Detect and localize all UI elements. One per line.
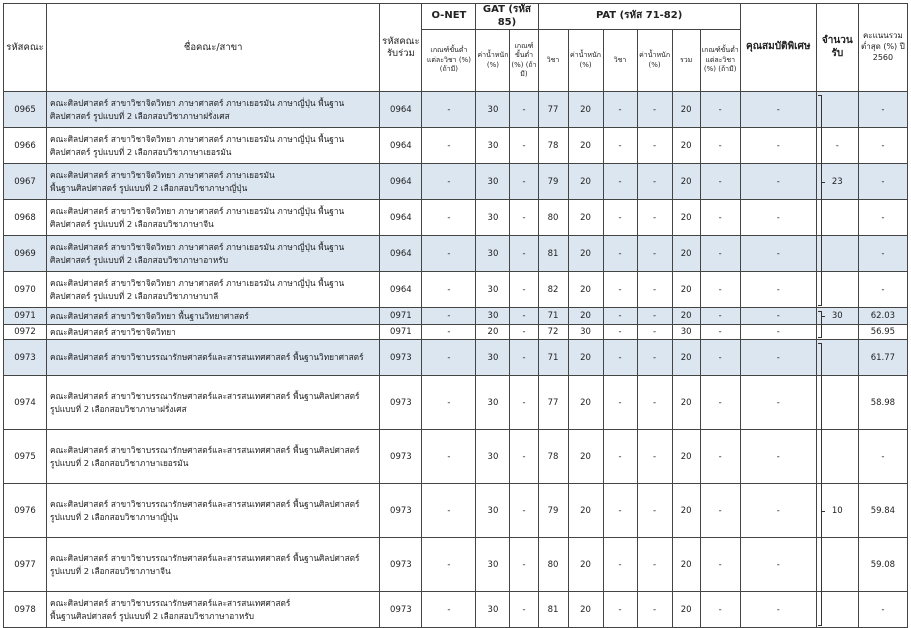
pat-subject1-cell: 82	[538, 272, 568, 308]
admission-cell: 0973	[380, 340, 422, 376]
gat-weight-cell: 30	[476, 484, 510, 538]
code-cell: 0974	[4, 376, 47, 430]
admission-cell: 0973	[380, 592, 422, 628]
pat-total-cell: 20	[672, 538, 700, 592]
faculty-name-line: คณะศิลปศาสตร์ สาขาวิชาบรรณารักษศาสตร์และสารสนเทศศาสตร์ พื้นฐานศิลปศาสตร์	[50, 445, 360, 456]
pat-weight2-cell: -	[637, 325, 672, 340]
min-score-cell: -	[858, 236, 907, 272]
special-cell: -	[740, 484, 816, 538]
table-row	[4, 325, 908, 340]
header-gat-min: เกณฑ์ขั้นต่ำ (%) (ถ้ามี)	[510, 30, 538, 92]
group-bracket	[821, 95, 822, 305]
gat-min-cell: -	[510, 308, 538, 325]
pat-weight1-cell: 20	[568, 340, 603, 376]
pat-weight2-cell: -	[637, 484, 672, 538]
pat-weight1-cell: 20	[568, 236, 603, 272]
pat-total-cell: 20	[672, 484, 700, 538]
group-bracket	[821, 343, 822, 625]
admission-cell: 0973	[380, 430, 422, 484]
code-cell: 0975	[4, 430, 47, 484]
faculty-name-cell	[47, 272, 380, 308]
code-cell: 0972	[4, 325, 47, 340]
pat-weight1-cell: 20	[568, 308, 603, 325]
code-cell: 0973	[4, 340, 47, 376]
header-pat-total: รวม	[672, 30, 700, 92]
header-pat-weight-1: ค่าน้ำหนัก (%)	[568, 30, 603, 92]
faculty-name-cell	[47, 538, 380, 592]
gat-weight-cell: 20	[476, 325, 510, 340]
min-score-cell: 56.95	[858, 325, 907, 340]
pat-subject1-cell: 80	[538, 200, 568, 236]
pat-weight1-cell: 20	[568, 92, 603, 128]
admission-cell: 0964	[380, 164, 422, 200]
admission-cell: 0973	[380, 376, 422, 430]
code-cell: 0969	[4, 236, 47, 272]
min-score-cell: -	[858, 272, 907, 308]
special-cell: -	[740, 325, 816, 340]
pat-weight2-cell: -	[637, 92, 672, 128]
pat-total-cell: 20	[672, 308, 700, 325]
pat-subject1-cell: 72	[538, 325, 568, 340]
gat-min-cell: -	[510, 538, 538, 592]
pat-weight2-cell: -	[637, 592, 672, 628]
pat-min-cell: -	[700, 430, 740, 484]
pat-weight1-cell: 20	[568, 538, 603, 592]
faculty-name-line: คณะศิลปศาสตร์ สาขาวิชาจิตวิทยา ภาษาศาสตร์ ภาษาเยอรมัน ภาษาญี่ปุ่น พื้นฐาน	[50, 98, 345, 109]
pat-weight2-cell: -	[637, 340, 672, 376]
pat-weight2-cell: -	[637, 430, 672, 484]
code-cell: 0965	[4, 92, 47, 128]
gat-min-cell: -	[510, 340, 538, 376]
pat-total-cell: 20	[672, 236, 700, 272]
pat-subject2-cell: -	[603, 325, 637, 340]
code-cell: 0967	[4, 164, 47, 200]
pat-total-cell: 20	[672, 340, 700, 376]
faculty-name-cell	[47, 325, 380, 340]
gat-min-cell: -	[510, 325, 538, 340]
gat-weight-cell: 30	[476, 592, 510, 628]
header-faculty-code: รหัสคณะ	[4, 4, 47, 92]
pat-weight1-cell: 30	[568, 325, 603, 340]
pat-total-cell: 20	[672, 200, 700, 236]
gat-weight-cell: 30	[476, 376, 510, 430]
faculty-name-line: ศิลปศาสตร์ รูปแบบที่ 2 เลือกสอบวิชาภาษาบาลี	[50, 290, 219, 301]
code-cell: 0970	[4, 272, 47, 308]
pat-weight1-cell: 20	[568, 200, 603, 236]
faculty-name-line: ศิลปศาสตร์ รูปแบบที่ 2 เลือกสอบวิชาภาษาอาหรับ	[50, 254, 229, 265]
pat-subject1-cell: 79	[538, 164, 568, 200]
code-cell: 0977	[4, 538, 47, 592]
table-row	[4, 376, 908, 430]
onet-min-cell: -	[422, 340, 476, 376]
faculty-name-line: คณะศิลปศาสตร์ สาขาวิชาบรรณารักษศาสตร์และสารสนเทศศาสตร์ พื้นฐานศิลปศาสตร์	[50, 499, 360, 510]
table-row	[4, 92, 908, 128]
header-faculty-name: ชื่อคณะ/สาขา	[47, 4, 380, 92]
header-capacity: จำนวนรับ	[816, 4, 858, 92]
admission-cell: 0971	[380, 325, 422, 340]
special-cell: -	[740, 236, 816, 272]
capacity-cell: -	[816, 128, 858, 164]
gat-min-cell: -	[510, 592, 538, 628]
min-score-cell: 58.98	[858, 376, 907, 430]
special-cell: -	[740, 164, 816, 200]
faculty-name-line: คณะศิลปศาสตร์ สาขาวิชาบรรณารักษศาสตร์และสารสนเทศศาสตร์ พื้นฐานวิทยาศาสตร์	[50, 352, 364, 363]
admission-table	[3, 3, 908, 628]
onet-min-cell: -	[422, 538, 476, 592]
pat-weight2-cell: -	[637, 164, 672, 200]
pat-min-cell: -	[700, 236, 740, 272]
faculty-name-line: รูปแบบที่ 2 เลือกสอบวิชาภาษาญี่ปุ่น	[50, 511, 179, 522]
pat-total-cell: 20	[672, 592, 700, 628]
table-row	[4, 340, 908, 376]
gat-min-cell: -	[510, 376, 538, 430]
header-gat-weight: ค่าน้ำหนัก (%)	[476, 30, 510, 92]
pat-subject1-cell: 71	[538, 308, 568, 325]
min-score-cell: -	[858, 128, 907, 164]
pat-subject2-cell: -	[603, 538, 637, 592]
pat-weight1-cell: 20	[568, 484, 603, 538]
group-bracket	[821, 182, 825, 183]
header-pat-subject-2: วิชา	[603, 30, 637, 92]
gat-weight-cell: 30	[476, 92, 510, 128]
pat-subject1-cell: 77	[538, 92, 568, 128]
pat-min-cell: -	[700, 92, 740, 128]
faculty-name-cell	[47, 376, 380, 430]
capacity-cell	[816, 376, 858, 430]
pat-weight2-cell: -	[637, 200, 672, 236]
capacity-cell: 30	[816, 308, 858, 325]
group-bracket	[821, 511, 825, 512]
header-pat-weight-2: ค่าน้ำหนัก (%)	[637, 30, 672, 92]
admission-cell: 0971	[380, 308, 422, 325]
pat-subject1-cell: 71	[538, 340, 568, 376]
pat-subject1-cell: 78	[538, 430, 568, 484]
table-row	[4, 592, 908, 628]
pat-min-cell: -	[700, 164, 740, 200]
table-row	[4, 430, 908, 484]
onet-min-cell: -	[422, 376, 476, 430]
pat-subject1-cell: 77	[538, 376, 568, 430]
faculty-name-line: คณะศิลปศาสตร์ สาขาวิชาจิตวิทยา ภาษาศาสตร์ ภาษาเยอรมัน ภาษาญี่ปุ่น พื้นฐาน	[50, 242, 345, 253]
pat-weight2-cell: -	[637, 236, 672, 272]
min-score-cell: 62.03	[858, 308, 907, 325]
onet-min-cell: -	[422, 272, 476, 308]
onet-min-cell: -	[422, 430, 476, 484]
faculty-name-line: ศิลปศาสตร์ รูปแบบที่ 2 เลือกสอบวิชาภาษาเยอรมัน	[50, 146, 232, 157]
min-score-cell: -	[858, 200, 907, 236]
gat-min-cell: -	[510, 164, 538, 200]
min-score-cell: -	[858, 92, 907, 128]
faculty-name-cell	[47, 430, 380, 484]
pat-subject2-cell: -	[603, 92, 637, 128]
table-row	[4, 236, 908, 272]
pat-weight1-cell: 20	[568, 128, 603, 164]
group-bracket	[821, 311, 822, 337]
pat-total-cell: 20	[672, 128, 700, 164]
pat-subject2-cell: -	[603, 340, 637, 376]
table-row	[4, 272, 908, 308]
table-row	[4, 538, 908, 592]
pat-subject2-cell: -	[603, 236, 637, 272]
pat-min-cell: -	[700, 340, 740, 376]
gat-weight-cell: 30	[476, 200, 510, 236]
group-bracket	[818, 305, 822, 306]
special-cell: -	[740, 592, 816, 628]
gat-weight-cell: 30	[476, 164, 510, 200]
special-cell: -	[740, 272, 816, 308]
pat-weight1-cell: 20	[568, 164, 603, 200]
pat-subject2-cell: -	[603, 200, 637, 236]
onet-min-cell: -	[422, 325, 476, 340]
pat-total-cell: 20	[672, 376, 700, 430]
capacity-cell: 23	[816, 164, 858, 200]
capacity-cell	[816, 340, 858, 376]
onet-min-cell: -	[422, 164, 476, 200]
pat-subject2-cell: -	[603, 164, 637, 200]
faculty-name-line: คณะศิลปศาสตร์ สาขาวิชาจิตวิทยา พื้นฐานวิทยาศาสตร์	[50, 310, 249, 321]
pat-subject2-cell: -	[603, 128, 637, 164]
onet-min-cell: -	[422, 592, 476, 628]
pat-weight2-cell: -	[637, 376, 672, 430]
header-gat: GAT (รหัส 85)	[476, 4, 538, 30]
faculty-name-line: รูปแบบที่ 2 เลือกสอบวิชาภาษาเยอรมัน	[50, 457, 189, 468]
group-bracket	[821, 316, 825, 317]
code-cell: 0968	[4, 200, 47, 236]
pat-weight2-cell: -	[637, 272, 672, 308]
faculty-name-cell	[47, 128, 380, 164]
faculty-name-cell	[47, 484, 380, 538]
admission-cell: 0964	[380, 200, 422, 236]
header-pat: PAT (รหัส 71-82)	[538, 4, 740, 30]
faculty-name-line: ศิลปศาสตร์ รูปแบบที่ 2 เลือกสอบวิชาภาษาฝรั่งเศส	[50, 110, 230, 121]
faculty-name-line: คณะศิลปศาสตร์ สาขาวิชาบรรณารักษศาสตร์และสารสนเทศศาสตร์	[50, 598, 291, 609]
table-row	[4, 484, 908, 538]
pat-weight2-cell: -	[637, 308, 672, 325]
special-cell: -	[740, 430, 816, 484]
faculty-name-cell	[47, 92, 380, 128]
header-special: คุณสมบัติพิเศษ	[740, 4, 816, 92]
code-cell: 0966	[4, 128, 47, 164]
min-score-cell: 61.77	[858, 340, 907, 376]
pat-weight2-cell: -	[637, 128, 672, 164]
gat-min-cell: -	[510, 200, 538, 236]
table-row	[4, 308, 908, 325]
faculty-name-line: คณะศิลปศาสตร์ สาขาวิชาจิตวิทยา ภาษาศาสตร์ ภาษาเยอรมัน ภาษาญี่ปุ่น พื้นฐาน	[50, 134, 345, 145]
faculty-name-line: คณะศิลปศาสตร์ สาขาวิชาจิตวิทยา	[50, 326, 176, 337]
faculty-name-cell	[47, 236, 380, 272]
faculty-name-line: คณะศิลปศาสตร์ สาขาวิชาบรรณารักษศาสตร์และสารสนเทศศาสตร์ พื้นฐานศิลปศาสตร์	[50, 553, 360, 564]
faculty-name-line: รูปแบบที่ 2 เลือกสอบวิชาภาษาฝรั่งเศส	[50, 403, 187, 414]
gat-min-cell: -	[510, 92, 538, 128]
pat-total-cell: 20	[672, 272, 700, 308]
pat-min-cell: -	[700, 538, 740, 592]
gat-weight-cell: 30	[476, 538, 510, 592]
pat-min-cell: -	[700, 592, 740, 628]
pat-subject2-cell: -	[603, 272, 637, 308]
code-cell: 0976	[4, 484, 47, 538]
capacity-cell	[816, 592, 858, 628]
min-score-cell: -	[858, 592, 907, 628]
pat-min-cell: -	[700, 308, 740, 325]
gat-weight-cell: 30	[476, 430, 510, 484]
capacity-cell	[816, 92, 858, 128]
pat-weight1-cell: 20	[568, 376, 603, 430]
onet-min-cell: -	[422, 308, 476, 325]
pat-min-cell: -	[700, 376, 740, 430]
min-score-cell: -	[858, 430, 907, 484]
gat-min-cell: -	[510, 236, 538, 272]
faculty-name-line: คณะศิลปศาสตร์ สาขาวิชาบรรณารักษศาสตร์และสารสนเทศศาสตร์ พื้นฐานศิลปศาสตร์	[50, 391, 360, 402]
header-onet-min: เกณฑ์ขั้นต่ำแต่ละวิชา (%) (ถ้ามี)	[422, 30, 476, 92]
code-cell: 0978	[4, 592, 47, 628]
special-cell: -	[740, 308, 816, 325]
pat-subject2-cell: -	[603, 430, 637, 484]
faculty-name-line: รูปแบบที่ 2 เลือกสอบวิชาภาษาจีน	[50, 565, 171, 576]
pat-subject1-cell: 78	[538, 128, 568, 164]
header-pat-subject-1: วิชา	[538, 30, 568, 92]
table-body	[4, 92, 908, 628]
min-score-cell: -	[858, 164, 907, 200]
pat-min-cell: -	[700, 272, 740, 308]
onet-min-cell: -	[422, 236, 476, 272]
special-cell: -	[740, 128, 816, 164]
onet-min-cell: -	[422, 484, 476, 538]
faculty-name-cell	[47, 340, 380, 376]
pat-weight1-cell: 20	[568, 430, 603, 484]
pat-subject1-cell: 81	[538, 236, 568, 272]
special-cell: -	[740, 340, 816, 376]
onet-min-cell: -	[422, 92, 476, 128]
gat-weight-cell: 30	[476, 308, 510, 325]
faculty-name-line: คณะศิลปศาสตร์ สาขาวิชาจิตวิทยา ภาษาศาสตร์ ภาษาเยอรมัน ภาษาญี่ปุ่น พื้นฐาน	[50, 206, 345, 217]
faculty-name-line: คณะศิลปศาสตร์ สาขาวิชาจิตวิทยา ภาษาศาสตร์ ภาษาเยอรมัน ภาษาญี่ปุ่น พื้นฐาน	[50, 278, 345, 289]
gat-weight-cell: 30	[476, 128, 510, 164]
capacity-cell	[816, 272, 858, 308]
pat-subject2-cell: -	[603, 592, 637, 628]
table-row	[4, 200, 908, 236]
header-onet: O-NET	[422, 4, 476, 30]
header-admission-code: รหัสคณะรับร่วม	[380, 4, 422, 92]
faculty-name-cell	[47, 200, 380, 236]
pat-weight2-cell: -	[637, 538, 672, 592]
capacity-cell	[816, 200, 858, 236]
pat-min-cell: -	[700, 200, 740, 236]
pat-min-cell: -	[700, 484, 740, 538]
faculty-name-line: ศิลปศาสตร์ รูปแบบที่ 2 เลือกสอบวิชาภาษาจีน	[50, 218, 214, 229]
pat-min-cell: -	[700, 128, 740, 164]
min-score-cell: 59.84	[858, 484, 907, 538]
gat-min-cell: -	[510, 272, 538, 308]
pat-total-cell: 20	[672, 92, 700, 128]
faculty-name-cell	[47, 164, 380, 200]
gat-min-cell: -	[510, 430, 538, 484]
pat-subject1-cell: 81	[538, 592, 568, 628]
capacity-cell	[816, 538, 858, 592]
pat-total-cell: 30	[672, 325, 700, 340]
pat-subject2-cell: -	[603, 308, 637, 325]
faculty-name-cell	[47, 592, 380, 628]
pat-subject2-cell: -	[603, 376, 637, 430]
gat-weight-cell: 30	[476, 236, 510, 272]
admission-cell: 0964	[380, 236, 422, 272]
pat-weight1-cell: 20	[568, 592, 603, 628]
code-cell: 0971	[4, 308, 47, 325]
faculty-name-line: พื้นฐานศิลปศาสตร์ รูปแบบที่ 2 เลือกสอบวิชาภาษาญี่ปุ่น	[50, 182, 248, 193]
table-row	[4, 164, 908, 200]
min-score-cell: 59.08	[858, 538, 907, 592]
capacity-cell: 10	[816, 484, 858, 538]
gat-min-cell: -	[510, 128, 538, 164]
admission-cell: 0964	[380, 272, 422, 308]
header-min-score: คะแนนรวมต่ำสุด (%) ปี 2560	[858, 4, 907, 92]
special-cell: -	[740, 200, 816, 236]
table-row	[4, 128, 908, 164]
capacity-cell	[816, 430, 858, 484]
special-cell: -	[740, 376, 816, 430]
group-bracket	[818, 337, 822, 338]
pat-total-cell: 20	[672, 164, 700, 200]
faculty-name-line: พื้นฐานศิลปศาสตร์ รูปแบบที่ 2 เลือกสอบวิชาภาษาอาหรับ	[50, 610, 255, 621]
admission-cell: 0964	[380, 128, 422, 164]
capacity-cell	[816, 325, 858, 340]
gat-weight-cell: 30	[476, 340, 510, 376]
pat-subject2-cell: -	[603, 484, 637, 538]
special-cell: -	[740, 92, 816, 128]
onet-min-cell: -	[422, 200, 476, 236]
pat-total-cell: 20	[672, 430, 700, 484]
faculty-name-line: คณะศิลปศาสตร์ สาขาวิชาจิตวิทยา ภาษาศาสตร์ ภาษาเยอรมัน	[50, 170, 275, 181]
capacity-cell	[816, 236, 858, 272]
pat-subject1-cell: 80	[538, 538, 568, 592]
gat-min-cell: -	[510, 484, 538, 538]
group-bracket	[818, 625, 822, 626]
onet-min-cell: -	[422, 128, 476, 164]
pat-subject1-cell: 79	[538, 484, 568, 538]
faculty-name-cell	[47, 308, 380, 325]
gat-weight-cell: 30	[476, 272, 510, 308]
admission-cell: 0973	[380, 538, 422, 592]
pat-weight1-cell: 20	[568, 272, 603, 308]
admission-cell: 0973	[380, 484, 422, 538]
pat-min-cell: -	[700, 325, 740, 340]
header-pat-min: เกณฑ์ขั้นต่ำแต่ละวิชา (%) (ถ้ามี)	[700, 30, 740, 92]
admission-cell: 0964	[380, 92, 422, 128]
special-cell: -	[740, 538, 816, 592]
